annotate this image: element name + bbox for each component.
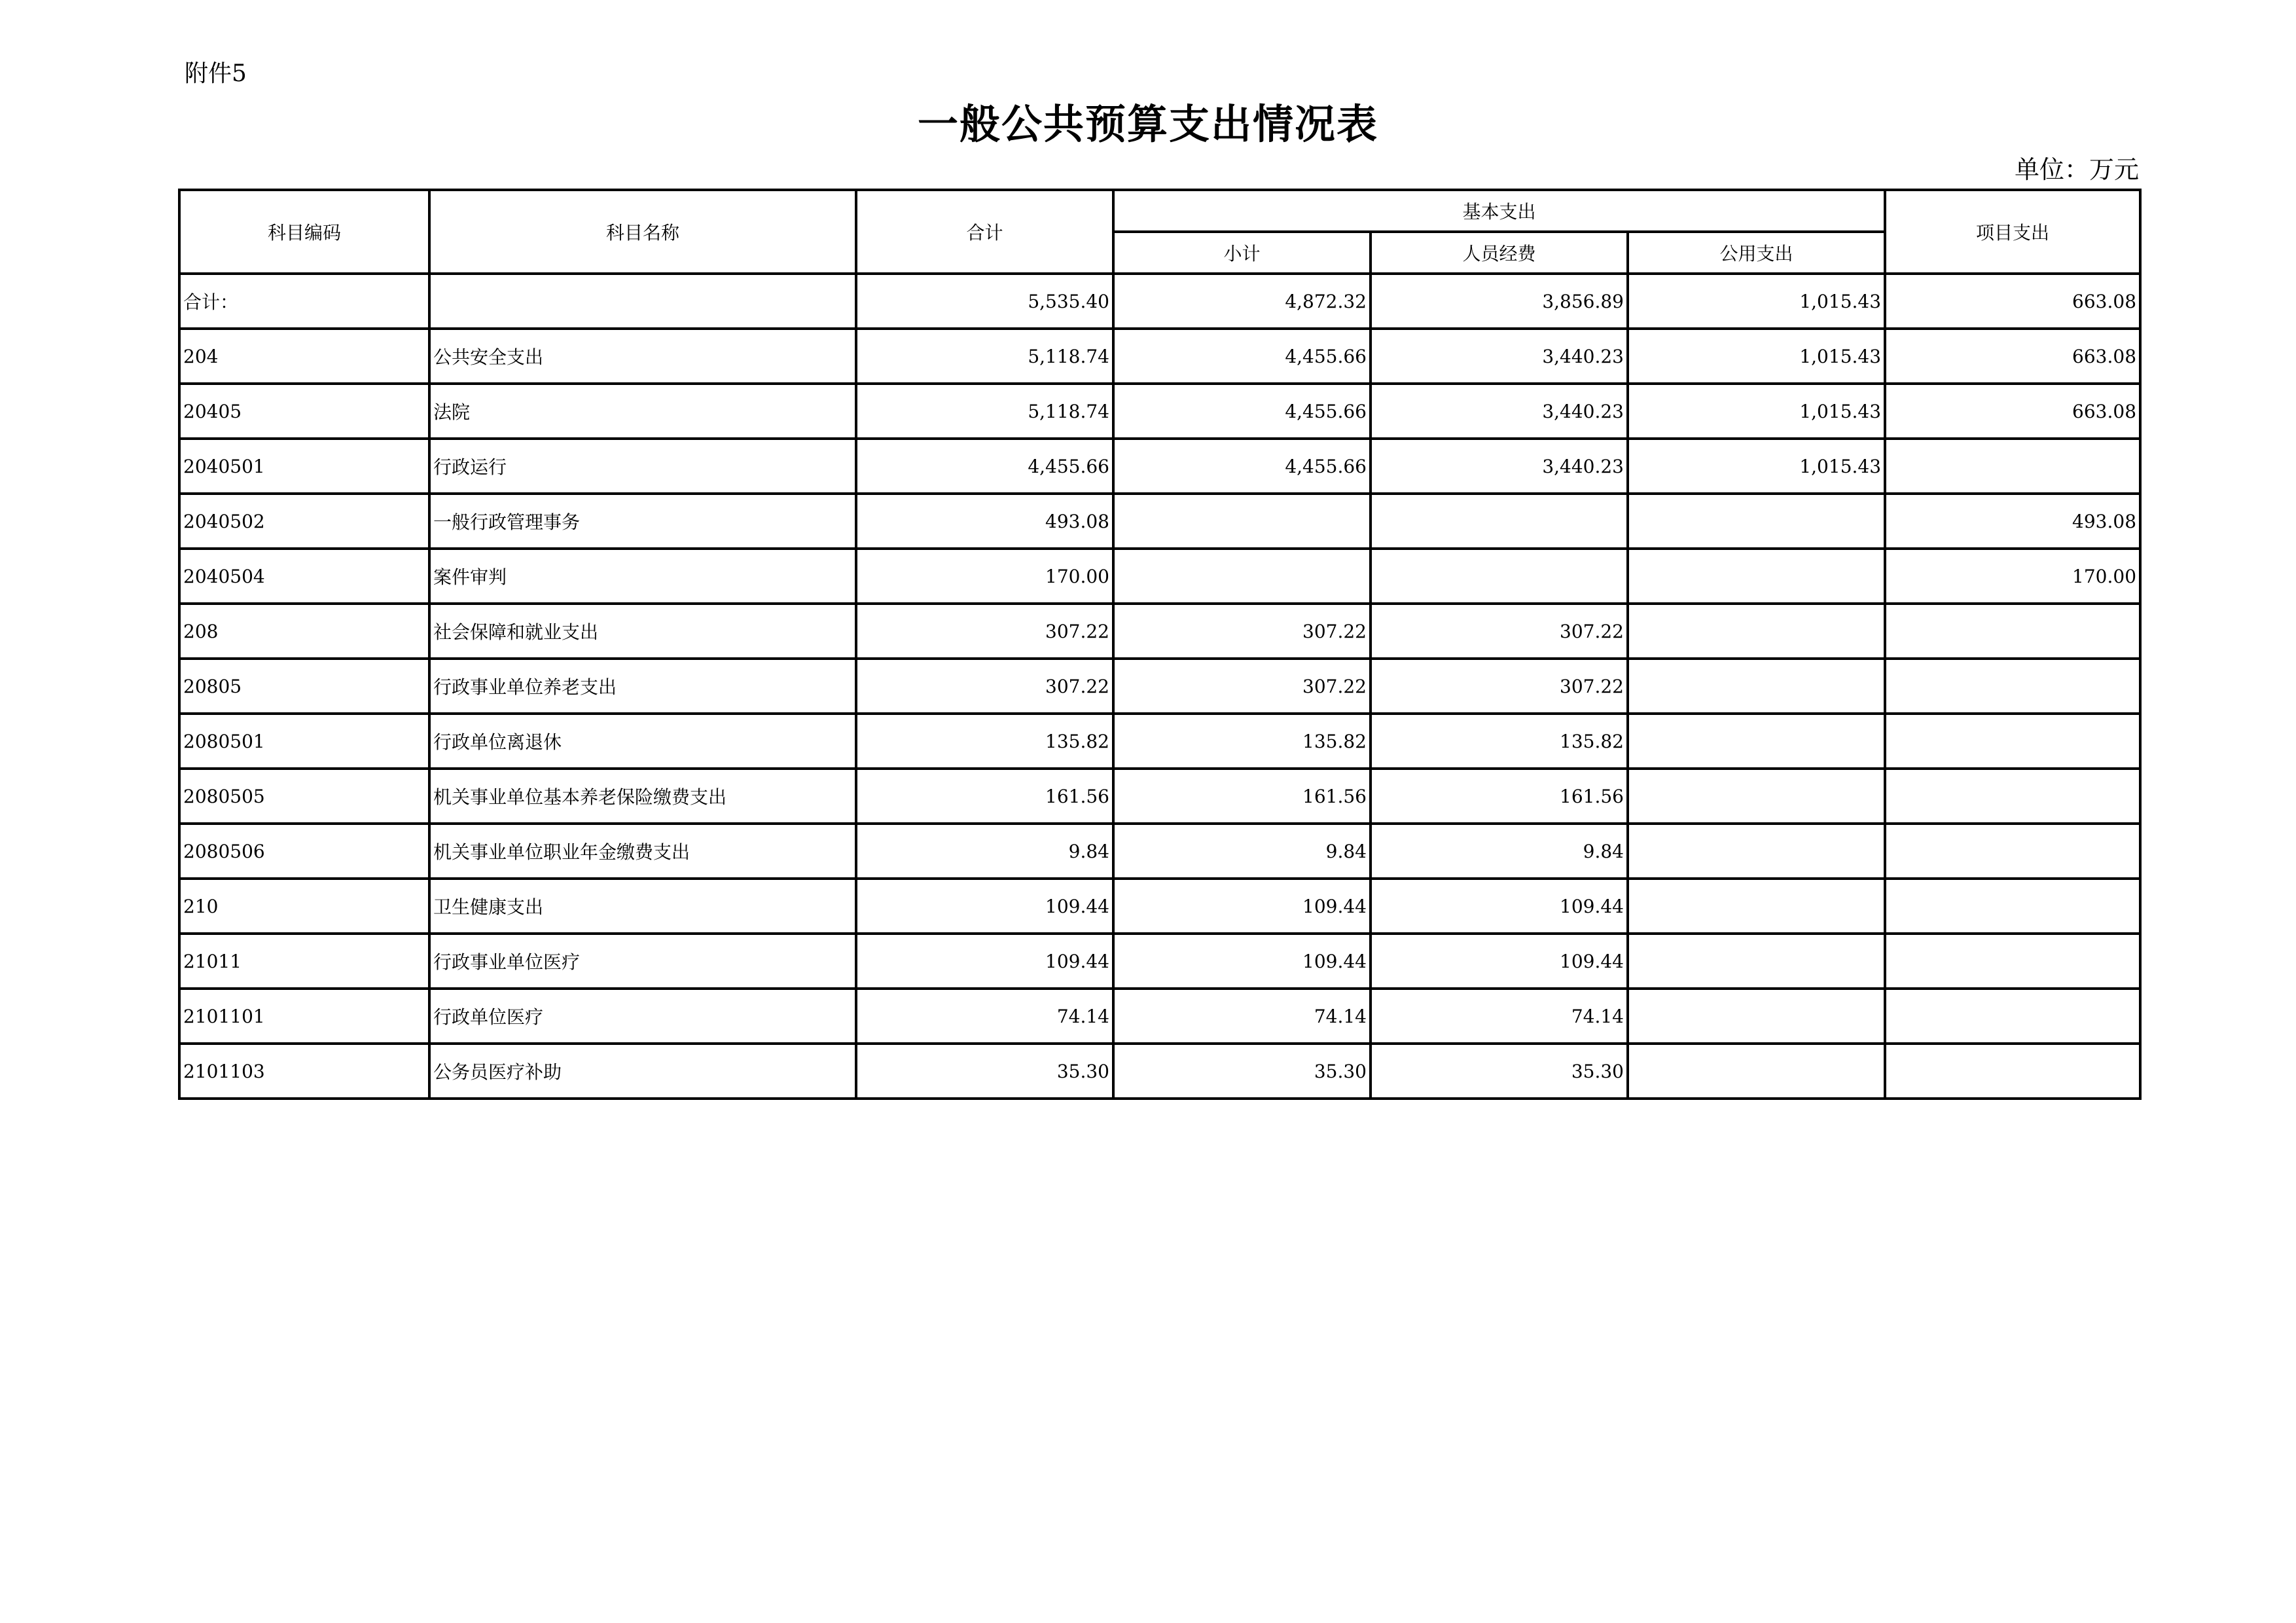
table-row bbox=[179, 549, 2140, 604]
cell-personnel bbox=[1371, 549, 1628, 604]
header-name: 科目名称 bbox=[429, 190, 856, 274]
cell-public bbox=[1628, 659, 1885, 714]
table-row bbox=[179, 1044, 2140, 1099]
cell-code: 2101101 bbox=[179, 989, 429, 1044]
cell-total: 307.22 bbox=[856, 659, 1113, 714]
cell-subtotal: 307.22 bbox=[1113, 604, 1371, 659]
cell-total: 307.22 bbox=[856, 604, 1113, 659]
cell-public bbox=[1628, 549, 1885, 604]
cell-subtotal: 307.22 bbox=[1113, 659, 1371, 714]
cell-name: 行政事业单位养老支出 bbox=[429, 659, 856, 714]
table-row bbox=[179, 659, 2140, 714]
cell-code: 合计： bbox=[179, 274, 429, 329]
cell-personnel: 3,440.23 bbox=[1371, 384, 1628, 439]
unit-label: 单位：万元 bbox=[2014, 155, 2139, 184]
cell-code: 21011 bbox=[179, 934, 429, 989]
table-row bbox=[179, 494, 2140, 549]
cell-total: 5,118.74 bbox=[856, 329, 1113, 384]
cell-total: 5,535.40 bbox=[856, 274, 1113, 329]
cell-total: 170.00 bbox=[856, 549, 1113, 604]
cell-personnel bbox=[1371, 494, 1628, 549]
table-row bbox=[179, 769, 2140, 824]
cell-subtotal: 109.44 bbox=[1113, 879, 1371, 934]
cell-project: 663.08 bbox=[1885, 384, 2140, 439]
cell-project bbox=[1885, 769, 2140, 824]
cell-subtotal: 4,455.66 bbox=[1113, 384, 1371, 439]
cell-public: 1,015.43 bbox=[1628, 274, 1885, 329]
cell-code: 204 bbox=[179, 329, 429, 384]
cell-subtotal: 135.82 bbox=[1113, 714, 1371, 769]
cell-personnel: 135.82 bbox=[1371, 714, 1628, 769]
cell-name: 公共安全支出 bbox=[429, 329, 856, 384]
table-body bbox=[179, 274, 2140, 1099]
cell-project bbox=[1885, 604, 2140, 659]
cell-subtotal bbox=[1113, 549, 1371, 604]
cell-name: 公务员医疗补助 bbox=[429, 1044, 856, 1099]
cell-name: 行政运行 bbox=[429, 439, 856, 494]
cell-name: 机关事业单位职业年金缴费支出 bbox=[429, 824, 856, 879]
cell-personnel: 307.22 bbox=[1371, 604, 1628, 659]
header-basic-group: 基本支出 bbox=[1113, 190, 1885, 232]
cell-subtotal: 4,872.32 bbox=[1113, 274, 1371, 329]
cell-project bbox=[1885, 989, 2140, 1044]
budget-table bbox=[178, 189, 2142, 1100]
cell-total: 109.44 bbox=[856, 934, 1113, 989]
cell-personnel: 35.30 bbox=[1371, 1044, 1628, 1099]
cell-public bbox=[1628, 824, 1885, 879]
cell-total: 109.44 bbox=[856, 879, 1113, 934]
cell-name: 卫生健康支出 bbox=[429, 879, 856, 934]
cell-personnel: 307.22 bbox=[1371, 659, 1628, 714]
cell-personnel: 161.56 bbox=[1371, 769, 1628, 824]
cell-personnel: 109.44 bbox=[1371, 879, 1628, 934]
cell-personnel: 109.44 bbox=[1371, 934, 1628, 989]
cell-name bbox=[429, 274, 856, 329]
cell-project bbox=[1885, 714, 2140, 769]
cell-code: 2101103 bbox=[179, 1044, 429, 1099]
cell-public bbox=[1628, 494, 1885, 549]
table-row bbox=[179, 274, 2140, 329]
cell-personnel: 3,440.23 bbox=[1371, 329, 1628, 384]
cell-code: 2040501 bbox=[179, 439, 429, 494]
cell-name: 行政单位离退休 bbox=[429, 714, 856, 769]
cell-total: 35.30 bbox=[856, 1044, 1113, 1099]
cell-name: 机关事业单位基本养老保险缴费支出 bbox=[429, 769, 856, 824]
cell-name: 法院 bbox=[429, 384, 856, 439]
table-row bbox=[179, 879, 2140, 934]
table-row bbox=[179, 604, 2140, 659]
cell-project bbox=[1885, 1044, 2140, 1099]
cell-public bbox=[1628, 934, 1885, 989]
cell-public: 1,015.43 bbox=[1628, 329, 1885, 384]
cell-name: 行政单位医疗 bbox=[429, 989, 856, 1044]
cell-subtotal: 4,455.66 bbox=[1113, 329, 1371, 384]
cell-code: 20805 bbox=[179, 659, 429, 714]
cell-public: 1,015.43 bbox=[1628, 384, 1885, 439]
table-row bbox=[179, 329, 2140, 384]
cell-public bbox=[1628, 769, 1885, 824]
cell-code: 20405 bbox=[179, 384, 429, 439]
table-row bbox=[179, 714, 2140, 769]
cell-project: 170.00 bbox=[1885, 549, 2140, 604]
header-public: 公用支出 bbox=[1628, 232, 1885, 274]
table-row bbox=[179, 384, 2140, 439]
cell-public bbox=[1628, 604, 1885, 659]
cell-public: 1,015.43 bbox=[1628, 439, 1885, 494]
cell-total: 5,118.74 bbox=[856, 384, 1113, 439]
cell-name: 社会保障和就业支出 bbox=[429, 604, 856, 659]
cell-personnel: 74.14 bbox=[1371, 989, 1628, 1044]
header-total: 合计 bbox=[856, 190, 1113, 274]
annex-label: 附件5 bbox=[185, 60, 247, 87]
cell-subtotal: 9.84 bbox=[1113, 824, 1371, 879]
cell-name: 案件审判 bbox=[429, 549, 856, 604]
cell-public bbox=[1628, 989, 1885, 1044]
header-personnel: 人员经费 bbox=[1371, 232, 1628, 274]
cell-total: 135.82 bbox=[856, 714, 1113, 769]
cell-project bbox=[1885, 824, 2140, 879]
cell-project: 663.08 bbox=[1885, 274, 2140, 329]
cell-total: 4,455.66 bbox=[856, 439, 1113, 494]
page-title: 一般公共预算支出情况表 bbox=[917, 100, 1378, 148]
cell-subtotal: 74.14 bbox=[1113, 989, 1371, 1044]
cell-project bbox=[1885, 439, 2140, 494]
cell-personnel: 3,856.89 bbox=[1371, 274, 1628, 329]
cell-code: 2080501 bbox=[179, 714, 429, 769]
cell-personnel: 3,440.23 bbox=[1371, 439, 1628, 494]
header-code: 科目编码 bbox=[179, 190, 429, 274]
header-subtotal: 小计 bbox=[1113, 232, 1371, 274]
cell-code: 2040504 bbox=[179, 549, 429, 604]
cell-public bbox=[1628, 714, 1885, 769]
cell-public bbox=[1628, 879, 1885, 934]
cell-public bbox=[1628, 1044, 1885, 1099]
cell-project bbox=[1885, 934, 2140, 989]
cell-project bbox=[1885, 659, 2140, 714]
cell-subtotal: 109.44 bbox=[1113, 934, 1371, 989]
table-row bbox=[179, 934, 2140, 989]
cell-code: 2080505 bbox=[179, 769, 429, 824]
table-row bbox=[179, 989, 2140, 1044]
table-row bbox=[179, 824, 2140, 879]
table-row bbox=[179, 439, 2140, 494]
cell-subtotal bbox=[1113, 494, 1371, 549]
cell-project: 493.08 bbox=[1885, 494, 2140, 549]
cell-name: 行政事业单位医疗 bbox=[429, 934, 856, 989]
header-project: 项目支出 bbox=[1885, 190, 2140, 274]
cell-subtotal: 35.30 bbox=[1113, 1044, 1371, 1099]
cell-subtotal: 4,455.66 bbox=[1113, 439, 1371, 494]
cell-total: 161.56 bbox=[856, 769, 1113, 824]
cell-project: 663.08 bbox=[1885, 329, 2140, 384]
cell-total: 9.84 bbox=[856, 824, 1113, 879]
cell-code: 2080506 bbox=[179, 824, 429, 879]
cell-total: 74.14 bbox=[856, 989, 1113, 1044]
cell-code: 210 bbox=[179, 879, 429, 934]
cell-project bbox=[1885, 879, 2140, 934]
cell-code: 208 bbox=[179, 604, 429, 659]
cell-subtotal: 161.56 bbox=[1113, 769, 1371, 824]
cell-code: 2040502 bbox=[179, 494, 429, 549]
cell-personnel: 9.84 bbox=[1371, 824, 1628, 879]
cell-name: 一般行政管理事务 bbox=[429, 494, 856, 549]
cell-total: 493.08 bbox=[856, 494, 1113, 549]
